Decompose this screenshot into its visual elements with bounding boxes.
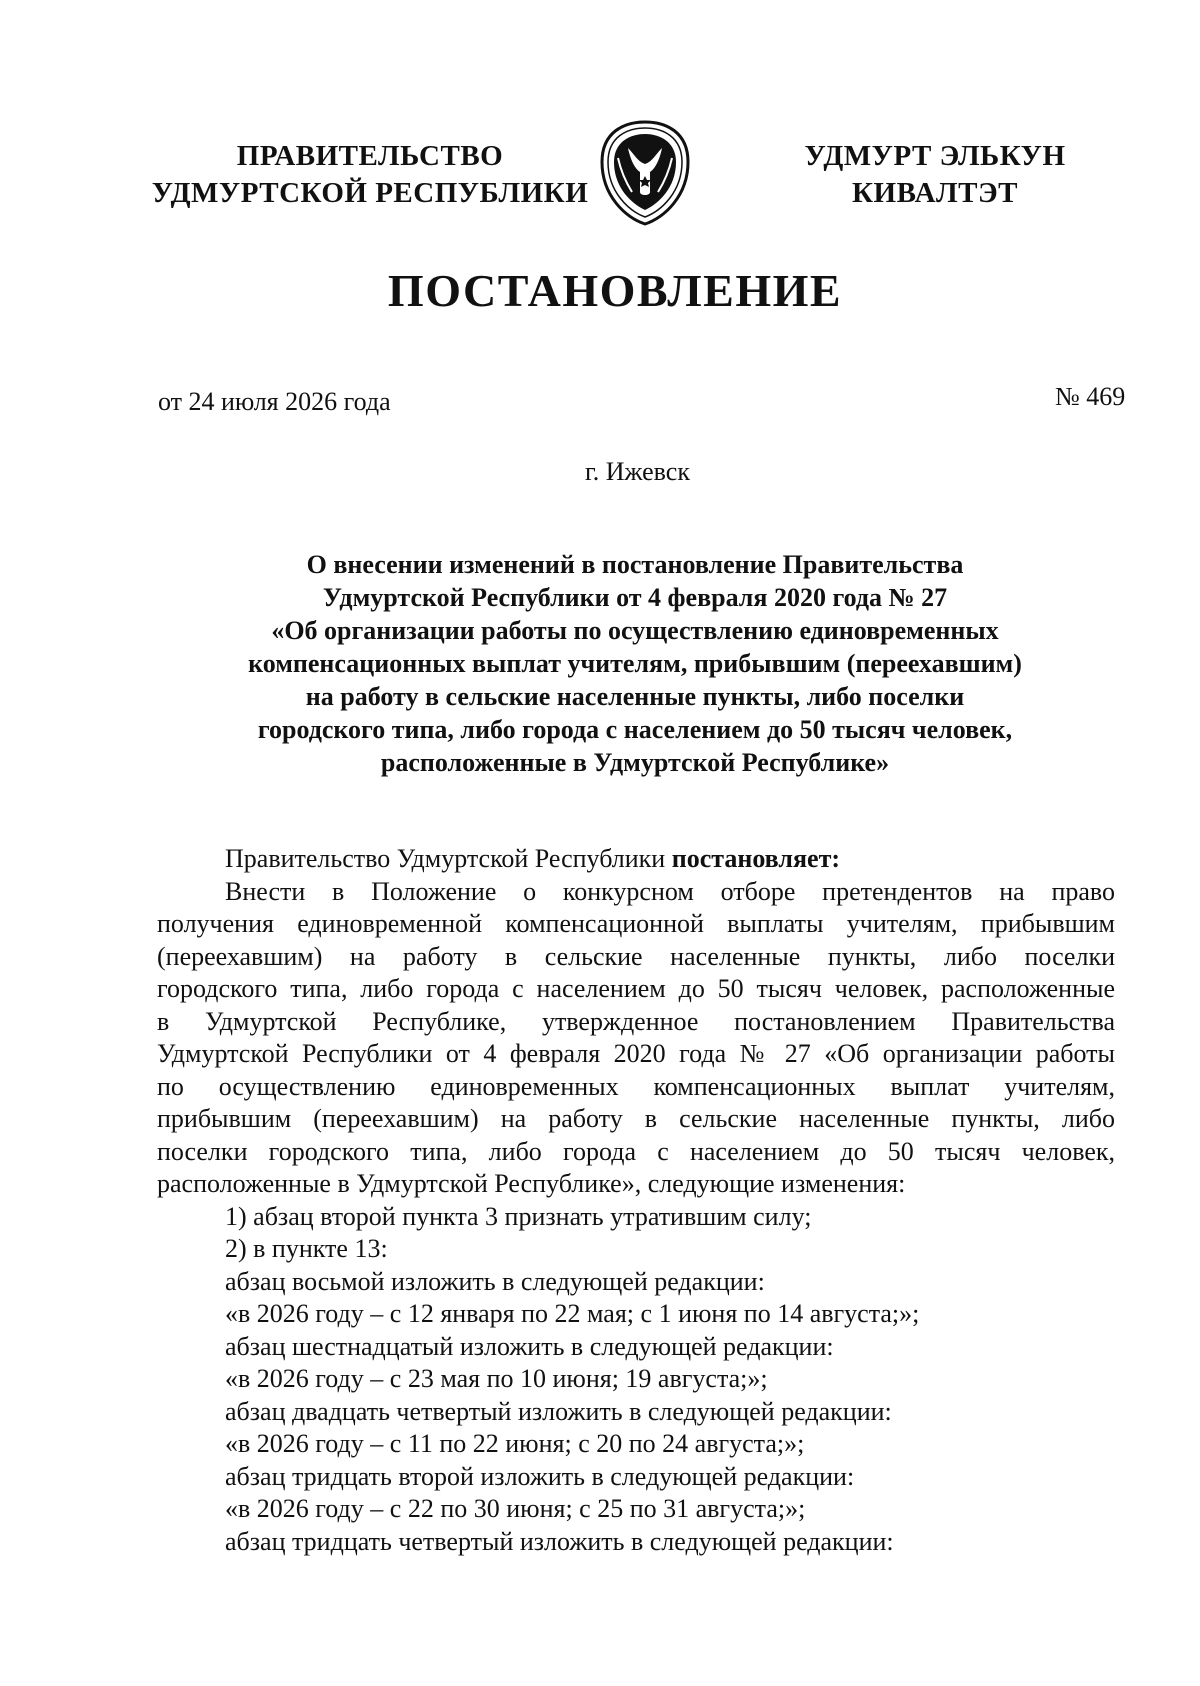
header-left xyxy=(150,138,590,212)
body-line: Внести в Положение о конкурсном отборе претендентов на право xyxy=(225,876,1115,906)
title-line: Удмуртской Республики от 4 февраля 2020 года № 27 xyxy=(322,583,948,612)
intro-paragraph xyxy=(157,843,1115,876)
header-right xyxy=(770,138,1100,212)
list-item: абзац восьмой изложить в следующей редакции: xyxy=(225,1266,765,1296)
intro-verb: постановляет: xyxy=(671,844,840,873)
body-line: прибывшим (переехавшим) на работу в сельские населенные пункты, либо xyxy=(157,1104,1115,1133)
document-type: ПОСТАНОВЛЕНИЕ xyxy=(387,265,843,316)
document-date: от 24 июля 2026 года xyxy=(158,387,391,416)
list-item: абзац тридцать четвертый изложить в следующей редакции: xyxy=(225,1526,894,1556)
document-number: № 469 xyxy=(1055,382,1126,411)
title-line: компенсационных выплат учителям, прибывшим (переехавшим) xyxy=(248,649,1022,678)
header-right-line1: УДМУРТ ЭЛЬКУН xyxy=(804,140,1066,172)
title-line: городского типа, либо города с населением до 50 тысяч человек, xyxy=(257,715,1013,744)
title-line: О внесении изменений в постановление Правительства xyxy=(306,550,964,579)
list-item: абзац тридцать второй изложить в следующей редакции: xyxy=(225,1461,855,1491)
header-left-line2: УДМУРТСКОЙ РЕСПУБЛИКИ xyxy=(151,177,589,209)
list-item: «в 2026 году – с 23 мая по 10 июня; 19 августа;»; xyxy=(225,1364,768,1393)
list-item: «в 2026 году – с 11 по 22 июня; с 20 по 24 августа;»; xyxy=(225,1429,805,1458)
document-body xyxy=(157,843,1115,1558)
udmurt-coat-of-arms-icon xyxy=(596,118,694,228)
body-line: получения единовременной компенсационной выплаты учителям, прибывшим xyxy=(157,909,1115,938)
body-line: расположенные в Удмуртской Республике», следующие изменения: xyxy=(157,1169,906,1198)
list-item: «в 2026 году – с 22 по 30 июня; с 25 по 31 августа;»; xyxy=(225,1494,806,1523)
list-item: 1) абзац второй пункта 3 признать утратившим силу; xyxy=(225,1201,812,1231)
body-line: поселки городского типа, либо города с населением до 50 тысяч человек, xyxy=(157,1136,1115,1166)
document-city: г. Ижевск xyxy=(585,457,690,486)
title-line: на работу в сельские населенные пункты, либо поселки xyxy=(305,682,965,711)
list-item: «в 2026 году – с 12 января по 22 мая; с 1 июня по 14 августа;»; xyxy=(225,1299,920,1328)
body-line: городского типа, либо города с населением до 50 тысяч человек, расположенные xyxy=(157,974,1115,1003)
header-right-line2: КИВАЛТЭТ xyxy=(851,177,1018,209)
document-title xyxy=(160,548,1110,779)
list-item: абзац шестнадцатый изложить в следующей редакции: xyxy=(225,1331,834,1361)
body-line: Удмуртской Республики от 4 февраля 2020 года № 27 «Об организации работы xyxy=(157,1039,1115,1068)
intro-text: Правительство Удмуртской Республики xyxy=(225,844,672,873)
title-line: расположенные в Удмуртской Республике» xyxy=(380,748,890,777)
list-item: 2) в пункте 13: xyxy=(225,1234,388,1263)
list-item: абзац двадцать четвертый изложить в следующей редакции: xyxy=(225,1396,892,1426)
body-line: по осуществлению единовременных компенсационных выплат учителям, xyxy=(157,1071,1115,1101)
body-line: в Удмуртской Республике, утвержденное постановлением Правительства xyxy=(157,1006,1115,1036)
body-line: (переехавшим) на работу в сельские населенные пункты, либо поселки xyxy=(157,941,1115,971)
header-left-line1: ПРАВИТЕЛЬСТВО xyxy=(236,140,504,172)
title-line: «Об организации работы по осуществлению единовременных xyxy=(271,616,999,645)
